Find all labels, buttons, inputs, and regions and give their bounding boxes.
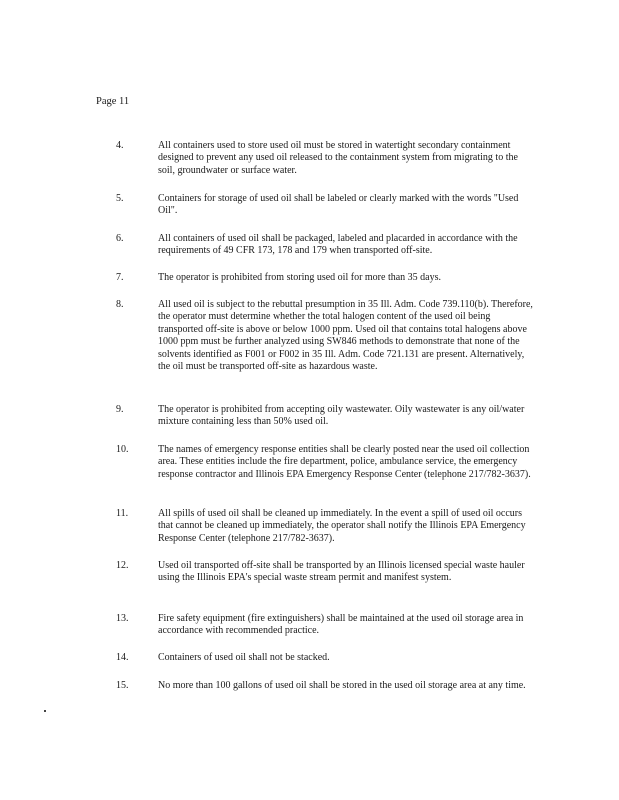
item-text: All containers of used oil shall be packaged, labeled and placarded in accordance with the requirements of 49 CFR 173, 178 and 179 when transported off-site. (158, 233, 518, 257)
item-number: 12. (116, 560, 129, 571)
scan-speck (44, 710, 46, 712)
item-text: Used oil transported off-site shall be transported by an Illinois licensed special waste hauler using the Illinois EPA's special waste stream permit and manifest system. (158, 560, 525, 584)
condition-item-13 (116, 613, 536, 638)
condition-item-6 (116, 233, 536, 258)
condition-item-4 (116, 140, 536, 177)
item-text: No more than 100 gallons of used oil shall be stored in the used oil storage area at any time. (158, 680, 526, 691)
condition-item-11 (116, 508, 536, 545)
item-text: The operator is prohibited from accepting oily wastewater. Oily wastewater is any oil/water mixture containing less than 50% used oil. (158, 404, 525, 428)
item-number: 9. (116, 404, 124, 415)
item-text: All spills of used oil shall be cleaned up immediately. In the event a spill of used oil occurs that cannot be cleaned up immediately, the operator shall notify the Illinois EPA Emergency Response Center (telephone 217/782-3637). (158, 508, 526, 544)
item-text: All used oil is subject to the rebuttal presumption in 35 Ill. Adm. Code 739.110(b). Therefore, the operator must determine whether the total halogen content of the used oil being transported off-site is above or below 1000 ppm. Used oil that contains total halogens above 1000 ppm must be further analyzed using SW846 methods to demonstrate that none of the solvents identified as F001 or F002 in 35 Ill. Adm. Code 721.131 are present. Alternatively, the oil must be transported off-site as hazardous waste. (158, 299, 533, 373)
condition-item-12 (116, 560, 536, 585)
item-number: 14. (116, 652, 129, 663)
item-text: The operator is prohibited from storing used oil for more than 35 days. (158, 272, 441, 283)
item-text: Containers of used oil shall not be stacked. (158, 652, 330, 663)
condition-item-14 (116, 652, 536, 664)
item-text: All containers used to store used oil must be stored in watertight secondary containment designed to prevent any used oil released to the containment system from migrating to the soil, groundwater or surface water. (158, 140, 518, 176)
condition-item-8 (116, 299, 536, 373)
item-number: 5. (116, 193, 124, 204)
item-number: 8. (116, 299, 124, 310)
item-number: 10. (116, 444, 129, 455)
condition-item-9 (116, 404, 536, 429)
page-number-label: Page 11 (96, 96, 130, 107)
item-text: The names of emergency response entities shall be clearly posted near the used oil collection area. These entities include the fire department, police, ambulance service, the emergency response contractor and Illinois EPA Emergency Response Center (telephone 217/782-3637). (158, 444, 531, 480)
condition-item-10 (116, 444, 536, 481)
condition-item-7 (116, 272, 536, 284)
condition-item-5 (116, 193, 536, 218)
item-text: Fire safety equipment (fire extinguishers) shall be maintained at the used oil storage area in accordance with recommended practice. (158, 613, 524, 637)
item-number: 7. (116, 272, 124, 283)
item-number: 15. (116, 680, 129, 691)
item-text: Containers for storage of used oil shall be labeled or clearly marked with the words "Used Oil". (158, 193, 519, 217)
item-number: 4. (116, 140, 124, 151)
item-number: 11. (116, 508, 129, 519)
condition-item-15 (116, 680, 536, 692)
item-number: 6. (116, 233, 124, 244)
item-number: 13. (116, 613, 129, 624)
